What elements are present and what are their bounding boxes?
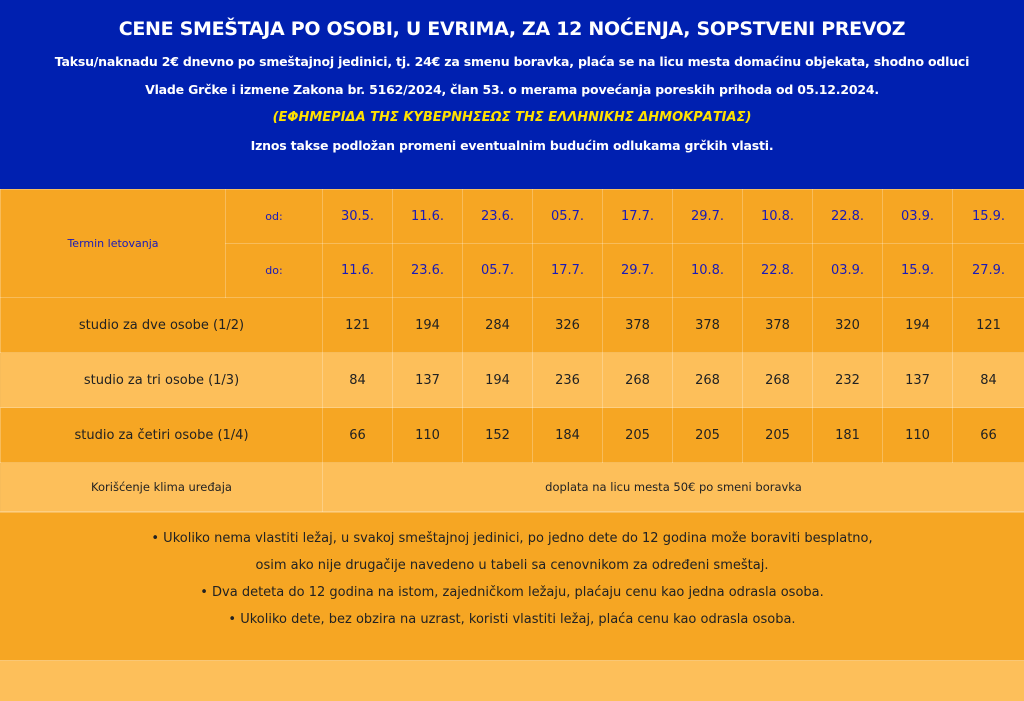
date-from: 10.8. <box>743 190 813 244</box>
termin-label: Termin letovanja <box>1 190 226 298</box>
date-to: 03.9. <box>813 244 883 298</box>
date-to: 10.8. <box>673 244 743 298</box>
price-cell: 268 <box>673 353 743 408</box>
tax-info-line-3: Iznos takse podložan promeni eventualnim budućim odlukama grčkih vlasti. <box>0 138 1024 153</box>
footer-strip <box>0 661 1024 701</box>
note-line: • Ukoliko dete, bez obzira na uzrast, koristi vlastiti ležaj, plaća cenu kao odrasla osoba. <box>0 612 1024 627</box>
air-conditioning-row <box>1 463 1024 512</box>
header-banner <box>0 0 1024 189</box>
price-cell: 326 <box>533 298 603 353</box>
price-cell: 194 <box>883 298 953 353</box>
date-from: 30.5. <box>323 190 393 244</box>
note-line: osim ako nije drugačije navedeno u tabeli sa cenovnikom za određeni smeštaj. <box>0 558 1024 573</box>
price-cell: 268 <box>603 353 673 408</box>
price-cell: 121 <box>323 298 393 353</box>
price-cell: 232 <box>813 353 883 408</box>
date-to: 29.7. <box>603 244 673 298</box>
price-cell: 268 <box>743 353 813 408</box>
date-from: 17.7. <box>603 190 673 244</box>
price-cell: 110 <box>393 408 463 463</box>
price-cell: 378 <box>603 298 673 353</box>
date-to: 23.6. <box>393 244 463 298</box>
date-from: 15.9. <box>953 190 1024 244</box>
date-from: 29.7. <box>673 190 743 244</box>
price-cell: 378 <box>743 298 813 353</box>
price-cell: 320 <box>813 298 883 353</box>
price-cell: 194 <box>463 353 533 408</box>
date-to: 22.8. <box>743 244 813 298</box>
tax-info-line-2: Vlade Grčke i izmene Zakona br. 5162/2024, član 53. o merama povećanja poreskih prihoda od 05.12.2024. <box>0 82 1024 97</box>
price-cell: 137 <box>883 353 953 408</box>
table-row <box>1 353 1024 408</box>
date-to: 27.9. <box>953 244 1024 298</box>
price-cell: 236 <box>533 353 603 408</box>
air-conditioning-label: Korišćenje klima uređaja <box>1 463 323 512</box>
price-cell: 84 <box>323 353 393 408</box>
price-cell: 66 <box>953 408 1024 463</box>
price-cell: 121 <box>953 298 1024 353</box>
price-cell: 181 <box>813 408 883 463</box>
date-to: 15.9. <box>883 244 953 298</box>
price-cell: 137 <box>393 353 463 408</box>
date-from: 03.9. <box>883 190 953 244</box>
note-line: • Ukoliko nema vlastiti ležaj, u svakoj smeštajnoj jedinici, po jedno dete do 12 godina može boraviti besplatno, <box>0 531 1024 546</box>
room-type-label: studio za tri osobe (1/3) <box>1 353 323 408</box>
price-cell: 194 <box>393 298 463 353</box>
date-from: 22.8. <box>813 190 883 244</box>
price-cell: 205 <box>603 408 673 463</box>
price-cell: 205 <box>673 408 743 463</box>
date-to: 17.7. <box>533 244 603 298</box>
room-type-label: studio za dve osobe (1/2) <box>1 298 323 353</box>
price-cell: 110 <box>883 408 953 463</box>
table-row <box>1 408 1024 463</box>
do-label: do: <box>226 244 323 298</box>
price-cell: 84 <box>953 353 1024 408</box>
greek-gazette-title: (ΕΦΗΜΕΡΙΔΑ ΤΗΣ ΚΥΒΕΡΝΗΣΕΩΣ ΤΗΣ ΕΛΛΗΝΙΚΗΣ ΔΗΜΟΚΡΑΤΙΑΣ) <box>0 110 1024 125</box>
price-cell: 66 <box>323 408 393 463</box>
price-table <box>0 189 1024 512</box>
date-from: 11.6. <box>393 190 463 244</box>
price-cell: 184 <box>533 408 603 463</box>
air-conditioning-surcharge: doplata na licu mesta 50€ po smeni boravka <box>323 463 1024 512</box>
date-to: 11.6. <box>323 244 393 298</box>
price-cell: 378 <box>673 298 743 353</box>
price-cell: 152 <box>463 408 533 463</box>
page-title: CENE SMEŠTAJA PO OSOBI, U EVRIMA, ZA 12 NOĆENJA, SOPSTVENI PREVOZ <box>0 18 1024 40</box>
date-to: 05.7. <box>463 244 533 298</box>
date-from: 23.6. <box>463 190 533 244</box>
price-cell: 205 <box>743 408 813 463</box>
room-type-label: studio za četiri osobe (1/4) <box>1 408 323 463</box>
note-line: • Dva deteta do 12 godina na istom, zajedničkom ležaju, plaćaju cenu kao jedna odrasla osoba. <box>0 585 1024 600</box>
od-label: od: <box>226 190 323 244</box>
notes-section <box>0 512 1024 661</box>
price-cell: 284 <box>463 298 533 353</box>
date-from: 05.7. <box>533 190 603 244</box>
table-row <box>1 298 1024 353</box>
tax-info-line-1: Taksu/naknadu 2€ dnevno po smeštajnoj jedinici, tj. 24€ za smenu boravka, plaća se na licu mesta domaćinu objekata, shodno odluci <box>0 54 1024 69</box>
date-from-row <box>1 190 1024 244</box>
